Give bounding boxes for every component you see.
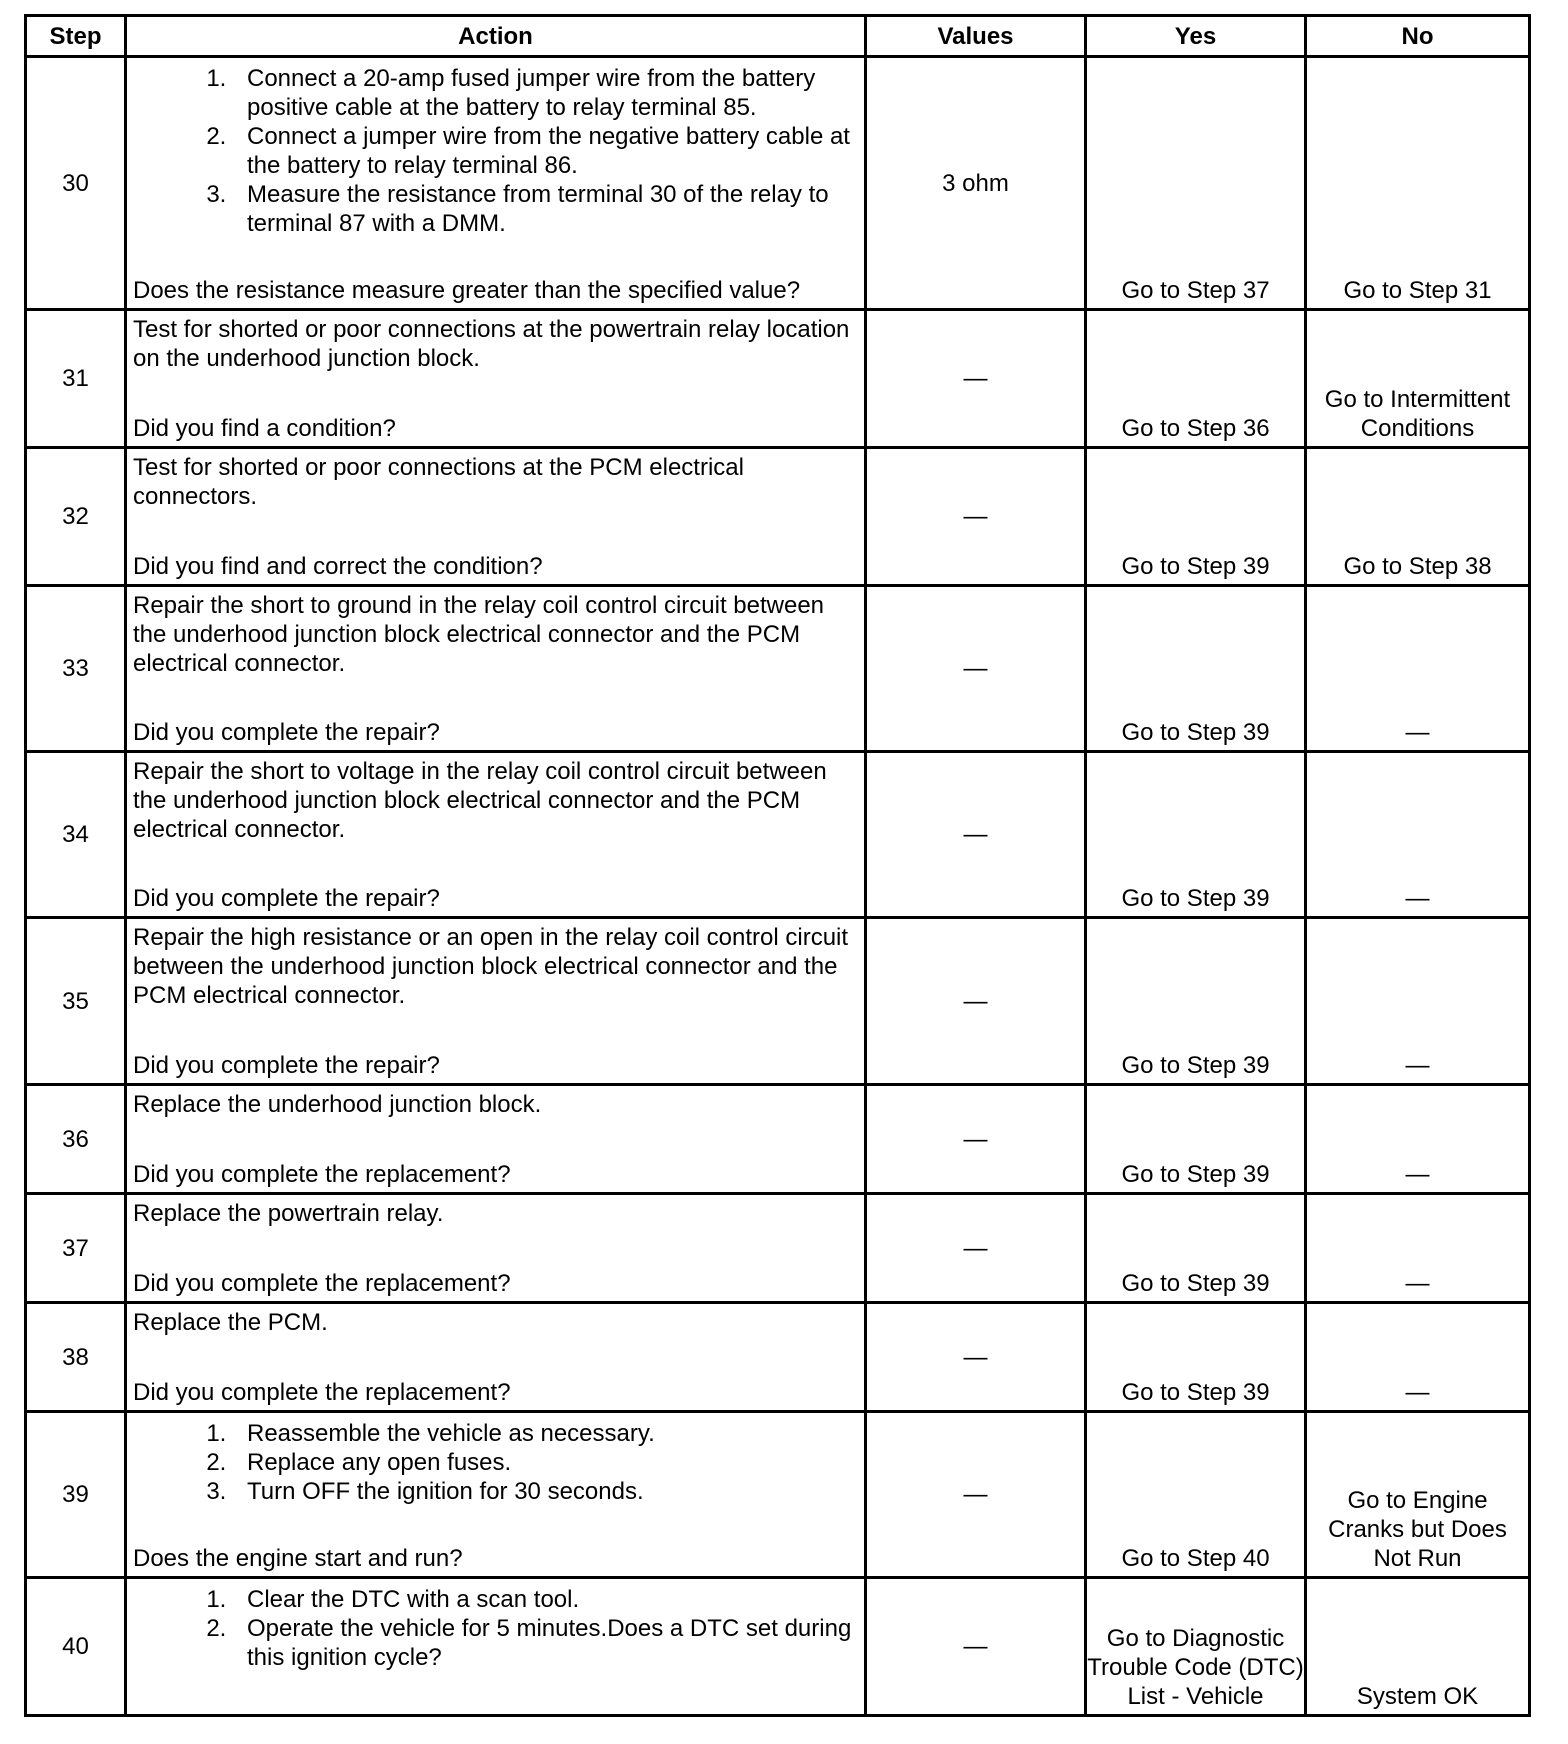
table-row	[26, 1412, 1530, 1578]
table-row	[26, 586, 1530, 752]
table-row	[26, 752, 1530, 918]
yes-link[interactable]: Go to Step 39	[1086, 586, 1306, 752]
table-row	[26, 1303, 1530, 1412]
yes-link[interactable]: Go to Diagnostic Trouble Code (DTC) List - Vehicle	[1086, 1578, 1306, 1716]
action-step: 3. Turn OFF the ignition for 30 seconds.	[233, 1477, 858, 1506]
action-step: 2. Connect a jumper wire from the negative battery cable at the battery to relay terminal 86.	[233, 122, 858, 180]
header-yes: Yes	[1086, 16, 1306, 57]
action-step: 2. Operate the vehicle for 5 minutes.Does a DTC set during this ignition cycle?	[233, 1614, 858, 1672]
action-cell	[126, 310, 866, 448]
action-cell	[126, 586, 866, 752]
values-cell: 3 ohm	[866, 57, 1086, 310]
values-cell: —	[866, 1412, 1086, 1578]
no-link[interactable]: Go to Engine Cranks but Does Not Run	[1306, 1412, 1530, 1578]
action-question: Did you complete the repair?	[133, 885, 440, 912]
header-no: No	[1306, 16, 1530, 57]
yes-link[interactable]: Go to Step 39	[1086, 752, 1306, 918]
no-link[interactable]: Go to Intermittent Conditions	[1306, 310, 1530, 448]
action-question: Did you complete the repair?	[133, 719, 440, 746]
action-cell	[126, 1578, 866, 1716]
action-steps	[133, 1419, 858, 1506]
values-cell: —	[866, 586, 1086, 752]
yes-link[interactable]: Go to Step 39	[1086, 1194, 1306, 1303]
action-question: Did you find a condition?	[133, 415, 396, 442]
action-step: 1. Clear the DTC with a scan tool.	[233, 1585, 858, 1614]
header-values: Values	[866, 16, 1086, 57]
action-cell	[126, 752, 866, 918]
table-row	[26, 1085, 1530, 1194]
action-question: Did you complete the replacement?	[133, 1379, 511, 1406]
yes-link[interactable]: Go to Step 39	[1086, 1303, 1306, 1412]
values-cell: —	[866, 448, 1086, 586]
values-cell: —	[866, 1085, 1086, 1194]
step-number: 34	[26, 752, 126, 918]
action-cell	[126, 918, 866, 1085]
yes-link[interactable]: Go to Step 39	[1086, 918, 1306, 1085]
step-number: 38	[26, 1303, 126, 1412]
table-row	[26, 448, 1530, 586]
action-text: Repair the short to ground in the relay coil control circuit between the underhood junction block electrical connector and the PCM electrical connector.	[133, 592, 825, 677]
step-number: 30	[26, 57, 126, 310]
step-number: 31	[26, 310, 126, 448]
yes-link[interactable]: Go to Step 39	[1086, 1085, 1306, 1194]
values-cell: —	[866, 1578, 1086, 1716]
header-step: Step	[26, 16, 126, 57]
no-value: —	[1306, 1085, 1530, 1194]
action-text: Replace the powertrain relay.	[133, 1200, 444, 1227]
table-row	[26, 57, 1530, 310]
action-step: 2. Replace any open fuses.	[233, 1448, 858, 1477]
values-cell: —	[866, 1194, 1086, 1303]
action-cell	[126, 57, 866, 310]
step-number: 40	[26, 1578, 126, 1716]
action-cell	[126, 1085, 866, 1194]
action-question: Did you complete the repair?	[133, 1052, 440, 1079]
no-link[interactable]: Go to Step 38	[1306, 448, 1530, 586]
table-row	[26, 1194, 1530, 1303]
table-row	[26, 918, 1530, 1085]
action-question: Did you complete the replacement?	[133, 1270, 511, 1297]
step-number: 39	[26, 1412, 126, 1578]
action-question: Does the engine start and run?	[133, 1545, 463, 1572]
values-cell: —	[866, 1303, 1086, 1412]
action-question: Does the resistance measure greater than the specified value?	[133, 277, 801, 304]
action-question: Did you find and correct the condition?	[133, 553, 543, 580]
header-row	[26, 16, 1530, 57]
values-cell: —	[866, 918, 1086, 1085]
action-text: Repair the short to voltage in the relay coil control circuit between the underhood junction block electrical connector and the PCM electrical connector.	[133, 758, 827, 843]
values-cell: —	[866, 310, 1086, 448]
action-cell	[126, 1194, 866, 1303]
step-number: 35	[26, 918, 126, 1085]
action-cell	[126, 1412, 866, 1578]
step-number: 37	[26, 1194, 126, 1303]
action-steps	[133, 64, 858, 238]
action-question: Did you complete the replacement?	[133, 1161, 511, 1188]
step-number: 33	[26, 586, 126, 752]
action-text: Repair the high resistance or an open in the relay coil control circuit between the underhood junction block electrical connector and the PCM electrical connector.	[133, 924, 849, 1009]
no-value: —	[1306, 918, 1530, 1085]
no-value: System OK	[1306, 1578, 1530, 1716]
yes-link[interactable]: Go to Step 40	[1086, 1412, 1306, 1578]
no-value: —	[1306, 1303, 1530, 1412]
action-step: 3. Measure the resistance from terminal 30 of the relay to terminal 87 with a DMM.	[233, 180, 858, 238]
yes-link[interactable]: Go to Step 36	[1086, 310, 1306, 448]
no-value: —	[1306, 1194, 1530, 1303]
yes-link[interactable]: Go to Step 37	[1086, 57, 1306, 310]
no-value: —	[1306, 752, 1530, 918]
action-step: 1. Connect a 20-amp fused jumper wire from the battery positive cable at the battery to relay terminal 85.	[233, 64, 858, 122]
no-link[interactable]: Go to Step 31	[1306, 57, 1530, 310]
header-action: Action	[126, 16, 866, 57]
yes-link[interactable]: Go to Step 39	[1086, 448, 1306, 586]
action-cell	[126, 448, 866, 586]
step-number: 36	[26, 1085, 126, 1194]
no-value: —	[1306, 586, 1530, 752]
step-number: 32	[26, 448, 126, 586]
action-text: Replace the underhood junction block.	[133, 1091, 542, 1118]
table-row	[26, 1578, 1530, 1716]
action-steps	[133, 1585, 858, 1672]
action-step: 1. Reassemble the vehicle as necessary.	[233, 1419, 858, 1448]
action-text: Replace the PCM.	[133, 1309, 328, 1336]
action-text: Test for shorted or poor connections at the powertrain relay location on the underhood junction block.	[133, 316, 850, 372]
values-cell: —	[866, 752, 1086, 918]
table-row	[26, 310, 1530, 448]
action-text: Test for shorted or poor connections at the PCM electrical connectors.	[133, 454, 744, 510]
diagnostic-table	[24, 14, 1531, 1717]
action-cell	[126, 1303, 866, 1412]
